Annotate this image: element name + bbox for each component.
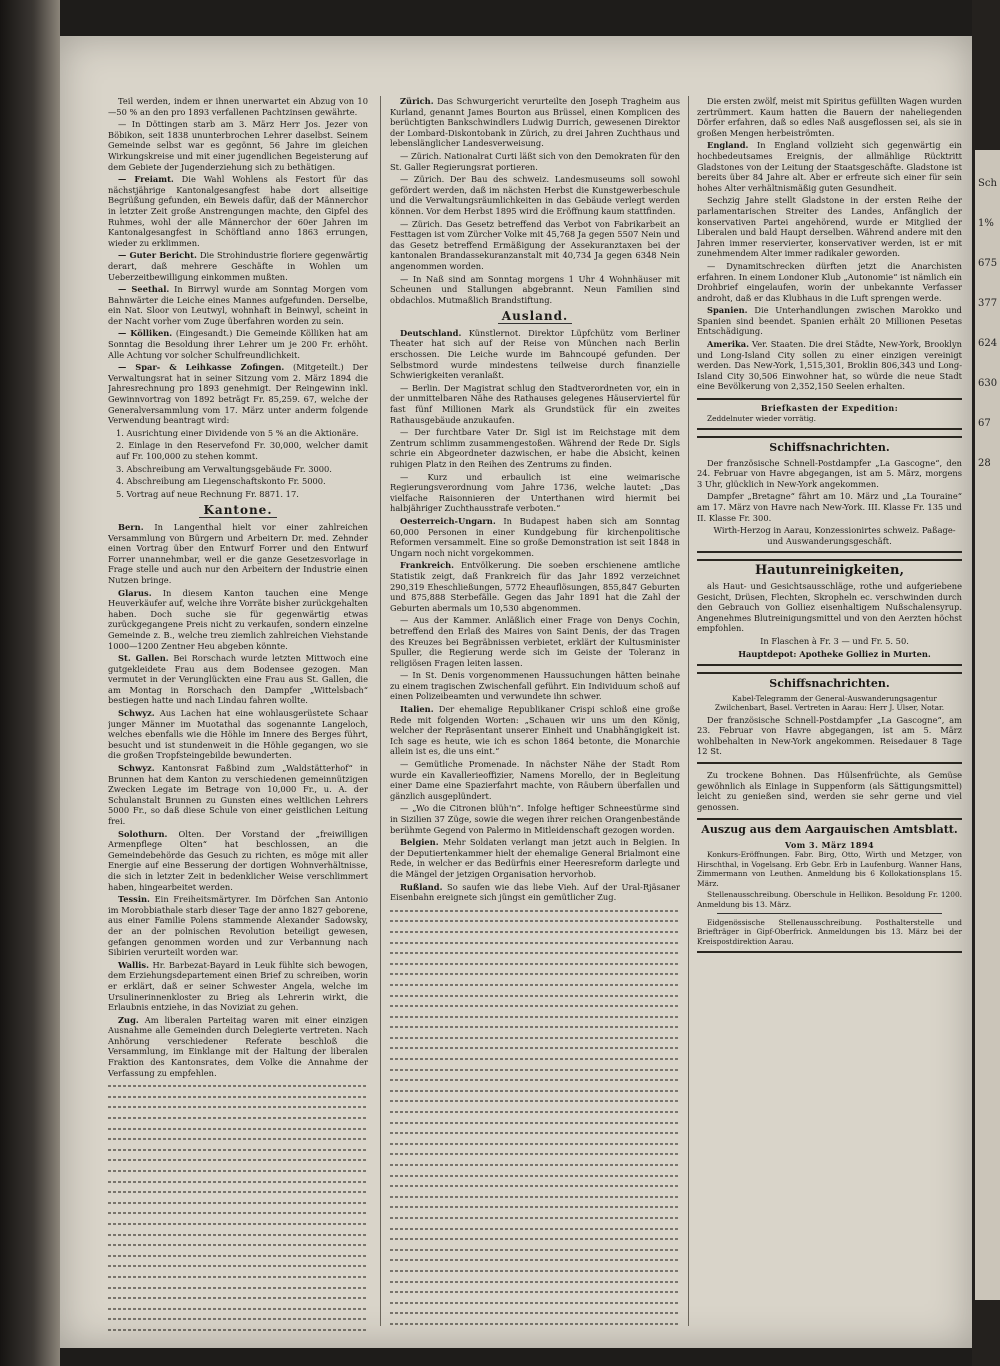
konkurs-paragraph: Konkurs-Eröffnungen. Fabr. Birg, Otto, Wirth und Metzger, von Hirschthal, in Vogelsang. Erb Gebr. Erb in Laufenburg. Wanner Hans, Zimmermann von Leuthen. Anmeldung bis 6 Kollokationsplans 15. März. xyxy=(697,850,962,888)
schiffsnachrichten-title: Schiffsnachrichten. xyxy=(769,441,890,455)
briefkasten-title: Briefkasten der Expedition: xyxy=(760,403,899,414)
spine-fragment: 630 xyxy=(978,378,998,389)
dynamit-paragraph: — Dynamitschrecken dürften jetzt die Anarchisten erfahren. In einem Londoner Klub „Autonomie“ ist nämlich ein Drohbrief eingelaufen, worin der unbekannte Verfasser androht, daß er das Klubhaus in die Luft sprengen werde. xyxy=(697,260,962,303)
italien-paragraph: Italien. Der ehemalige Republikaner Crispi schloß eine große Rede mit folgenden Worten: „Schauen wir uns um den König, welcher der Repräsentant unserer Einheit und Unabhängigkeit ist. Ich sage es heute, wie ich es schon 1864 betonte, die Monarchie allein ist es, die uns eint.“ xyxy=(390,704,680,757)
spine-fragment: 67 xyxy=(978,418,991,429)
column-left xyxy=(108,96,368,1336)
england-paragraph: England. In England vollzieht sich gegenwärtig ein hochbedeutsames Ereignis, der allmählige Rücktritt Gladstones von der Leitung der Staatsgeschäfte. Gladstone ist bereits über 84 Jahre alt. Aber er erfreute sich einer für sein hohes Alter verhältnismäßig guten Gesundheit. xyxy=(697,140,962,193)
spine-fragment: Sch xyxy=(978,178,997,189)
column-rule xyxy=(380,96,381,1326)
briefkasten-box xyxy=(697,398,962,430)
spiritus-paragraph: Die ersten zwölf, meist mit Spiritus gefüllten Wagen wurden zertrümmert. Kaum hatten die Bauern der naheliegenden Dörfer erfahren, daß so edles Naß ausgeflossen sei, als sie in großen Mengen herbeiströmten. xyxy=(697,96,962,138)
briefkasten-text: Zeddelnuter wieder vorrätig. xyxy=(707,413,817,423)
eidg-stellen-paragraph: Eidgenössische Stellenausschreibung. Posthalterstelle und Briefträger in Gipf-Oberfrick. Anmeldungen bis 13. März bei der Kreispostdirektion Aarau. xyxy=(697,917,962,946)
hautunreinigkeiten-title: Hautunreinigkeiten, xyxy=(754,563,905,579)
list-item: 5. Vortrag auf neue Rechnung Fr. 8871. 17. xyxy=(116,488,299,499)
schiffsnachrichten-box xyxy=(697,436,962,553)
koelliken-paragraph: — Kölliken. (Eingesandt.) Die Gemeinde Kölliken hat am Sonntag die Besoldung ihrer Lehrer um je 200 Fr. erhöht. Alle Achtung vor solcher Schulfreundlichkeit. xyxy=(108,328,368,360)
oesterreich-paragraph: Oesterreich-Ungarn. In Budapest haben sich am Sonntag 60,000 Personen in einer Kundgebung für kirchenpolitische Reformen versammelt. Eine so große Demonstration ist seit 1848 in Ungarn noch nicht vorgekommen. xyxy=(390,515,680,558)
freiamt-paragraph: — Freiamt. Die Wahl Wohlens als Festort für das nächstjährige Kantonalgesangfest habe dort allseitige Begrüßung gefunden, ein Beweis dafür, daß der Männerchor in letzter Zeit große Anstrengungen machte, den Gipfel des Ruhmes, wohl der alle Männerchor der 60er Jahren im Kantonalgesangfest in Schöftland anno 1863 errungen, wieder zu erklimmen. xyxy=(108,174,368,248)
hautunreinigkeiten-text: als Haut- und Gesichtsausschläge, rothe und aufgeriebene Gesicht, Drüsen, Flechten, Skropheln ec. verschwinden durch den Gebrauch von Golliez eisenhaltigem Nußschalensyrup. Angenehmes Blutreinigungsmittel und von den Aerzten höchst empfohlen. xyxy=(697,580,962,634)
schiffsnachrichten-box-2 xyxy=(697,672,962,764)
section-title-ausland: Ausland. xyxy=(390,311,680,322)
amtsblatt-box xyxy=(697,818,962,953)
zuerich-paragraph: Zürich. Das Schwurgericht verurteilte den Joseph Tragheim aus Kurland, genannt James Bourton aus Brüssel, einen Komplicen des berüchtigten Bankschwindlers Ludwig Durrich, gewesenen Direktor der Lombard-Diskontobank in Zürich, zu drei Jahren Zuchthaus und lebenslänglicher Landesverweisung. xyxy=(390,96,680,149)
gascogne-paragraph: Der französische Schnell-Postdampfer „La Gascogne“, den 24. Februar von Havre abgegangen, ist am 5. März, morgens 3 Uhr, glücklich in New-York angekommen. xyxy=(697,457,962,489)
wirth-herzog-line: Wirth-Herzog in Aarau, Konzessionirtes schweiz. Paßage- und Auswanderungsgeschäft. xyxy=(713,525,956,546)
solothurn-paragraph: Solothurn. Olten. Der Vorstand der „freiwilligen Armenpflege Olten“ hat beschlossen, an die Gemeindebehörde das Gesuch zu richten, es möge mit aller Energie auf eine Besserung der dortigen Wohnverhältnisse, die sich in letzter Zeit in bedenklicher Weise verschlimmert haben, hingearbeitet werden. xyxy=(108,828,368,892)
russland-paragraph: Rußland. So saufen wie das liebe Vieh. Auf der Ural-Rjäsaner Eisenbahn ereignete sich jüngst ein gemütlicher Zug. xyxy=(390,881,680,903)
schwyz-paragraph: Schwyz. Aus Lachen hat eine wohlausgerüstete Schaar junger Männer im Muotathal das sogenannte Langeloch, welches ebenfalls wie die Höhle im Innere des Berges führt, besucht und ist stundenweit in die Höhle gegangen, wo sie die großen Tropfsteingebilde bewunderten. xyxy=(108,708,368,761)
nass-paragraph: — In Naß sind am Sonntag morgens 1 Uhr 4 Wohnhäuser mit Scheunen und Stallungen abgebrannt. Neun Familien sind obdachlos. Mutmaßlich Brandstiftung. xyxy=(390,273,680,305)
hautunreinigkeiten-price: In Flaschen à Fr. 3 — und Fr. 5. 50. xyxy=(760,635,909,646)
doettingen-paragraph: — In Döttingen starb am 3. März Herr Jos. Jezer von Böbikon, seit 1838 ununterbrochen Lehrer daselbst. Seinem Gemeinde selbst war es gegönnt, 56 Jahre im gleichen Wirkungskreise und mit einer jugendlichen Begeisterung auf dem Gebiete der Jugenderziehung sich zu bethätigen. xyxy=(108,119,368,172)
newspaper-page xyxy=(60,36,972,1348)
tessin-paragraph: Tessin. Ein Freiheitsmärtyrer. Im Dörfchen San Antonio im Morobbiathale starb dieser Tage der anno 1827 geborene, aus einer Familie Polens stammende Alexander Sadowsky, der an der polnischen Revolution beteiligt gewesen, gefangen genommen worden und zur Verbannung nach Sibirien verurteilt worden war. xyxy=(108,894,368,958)
glarus-paragraph: Glarus. In diesem Kanton tauchen eine Menge Heuverkäufer auf, welche ihre Vorräte bisher zurückgehalten haben. Doch suche sie für gegenwärtig etwas zurückgegangene Preis nicht zu verkaufen, sondern einzelne Gemeinde z. B., welche treu ziemlich zahlreichen Viehstande 1000—1200 Zentner Heu abgeben könnte. xyxy=(108,587,368,651)
spar-leihkasse-paragraph: — Spar- & Leihkasse Zofingen. (Mitgeteilt.) Der Verwaltungsrat hat in seiner Sitzung vom 2. März 1894 die Jahresrechnung pro 1893 genehmigt. Der Reingewinn inkl. Gewinnvortrag von 1892 beträgt Fr. 85,259. 67, welche der Generalversammlung vom 17. März unter anderm folgende Verwendung beantragt wird: xyxy=(108,362,368,426)
stdenis-paragraph: — In St. Denis vorgenommenen Haussuchungen hätten beinahe zu einem tragischen Zwischenfall geführt. Ein Individuum schoß auf einen Polizeibeamten und verwundete ihn schwer. xyxy=(390,670,680,702)
fabrikarbeit-paragraph: — Zürich. Das Gesetz betreffend das Verbot von Fabrikarbeit an Festtagen ist vom Zürcher Volke mit 45,768 Ja gegen 5507 Nein und das Gesetz betreffend Ermäßigung der Assekuranztaxen bei der kantonalen Brandassekuranzanstalt mit 40,734 Ja gegen 6348 Nein angenommen worden. xyxy=(390,218,680,271)
spine-fragment: 624 xyxy=(978,338,998,349)
section-title-kantone: Kantone. xyxy=(108,505,368,516)
kabel-paragraph: Der französische Schnell-Postdampfer „La Gascogne“, am 23. Februar von Havre abgegangen, ist am 5. März wohlbehalten in New-York angekommen. Reisedauer 8 Tage 12 St. xyxy=(697,714,962,757)
bretagne-paragraph: Dampfer „Bretagne“ fährt am 10. März und „La Touraine“ am 17. März von Havre nach New-York. III. Klasse Fr. 135 und II. Klasse Fr. 300. xyxy=(697,491,962,523)
column-middle xyxy=(390,96,680,1336)
frankreich-paragraph: Frankreich. Entvölkerung. Die soeben erschienene amtliche Statistik zeigt, daß Frankreich für das Jahr 1892 verzeichnet 290,319 Eheschließungen, 5772 Eheauflösungen, 855,847 Geburten und 875,888 Sterbefälle. Gegen das Jahr 1891 hat die Zahl der Geburten abermals um 10,530 abgenommen. xyxy=(390,560,680,613)
spanien-paragraph: Spanien. Die Unterhandlungen zwischen Marokko und Spanien sind beendet. Spanien erhält 20 Millionen Pesetas Entschädigung. xyxy=(697,305,962,337)
amtsblatt-title: Auszug aus dem Aargauischen Amtsblatt. xyxy=(701,823,958,837)
zug-paragraph: Zug. Am liberalen Parteitag waren mit einer einzigen Ausnahme alle Gemeinden durch Delegierte vertreten. Nach Anhörung verschiedener Referate beschloß die Versammlung, im Einklange mit der Haltung der liberalen Fraktion des Kantonsrates, dem Volke die Annahme der Verfassung zu empfehlen. xyxy=(108,1014,368,1078)
schwyz-legat-paragraph: Schwyz. Kantonsrat Faßbind zum „Waldstätterhof“ in Brunnen hat dem Kanton zu verschiedenen gemeinnützigen Zwecken Legate im Betrage von 10,000 Fr., u. A. der Schulanstalt Brunnen zu Gunsten eines weltlichen Lehrers 5000 Fr., so daß diese Schule von einer geistlichen Leitung frei. xyxy=(108,763,368,826)
list-item: 2. Einlage in den Reservefond Fr. 30,000, welcher damit auf Fr. 100,000 zu stehen kommt. xyxy=(116,440,368,461)
column-right xyxy=(697,96,962,1336)
hautunreinigkeiten-depot: Hauptdepot: Apotheke Golliez in Murten. xyxy=(738,648,931,659)
hautunreinigkeiten-ad xyxy=(697,559,962,666)
spar-items-list xyxy=(108,428,368,500)
gladstone-paragraph: Sechzig Jahre stellt Gladstone in der ersten Reihe der parlamentarischen Streiter des Landes, Anfänglich der konservativen Partei angehörend, wurde er Mitglied der Liberalen und bald Haupt derselben. Während andere mit den Jahren immer reservierter, konservativer werden, ist er mit zunehmendem Alter immer radikaler geworden. xyxy=(697,195,962,259)
stellen-paragraph: Stellenausschreibung. Oberschule in Hellikon. Besoldung Fr. 1200. Anmeldung bis 13. März. xyxy=(697,890,962,909)
list-item: 1. Ausrichtung einer Dividende von 5 % an die Aktionäre. xyxy=(116,427,359,438)
amtsblatt-date: Vom 3. März 1894 xyxy=(784,839,875,850)
seethal-paragraph: — Seethal. In Birrwyl wurde am Sonntag Morgen vom Bahnwärter die Leiche eines Mannes aufgefunden. Derselbe, ein Nat. Sloor von Leutwyl, wohnhaft in Beinwyl, scheint in der Nacht vorher vom Zuge überfahren worden zu sein. xyxy=(108,284,368,326)
stgallen-paragraph: St. Gallen. Bei Rorschach wurde letzten Mittwoch eine gutgekleidete Frau aus dem Bodensee gezogen. Man vermutet in der Verunglückten eine Frau aus St. Gallen, die am Montag in Rorschach den Dampfer „Wittelsbach“ bestiegen hatte und nach Lindau fahren wollte. xyxy=(108,653,368,706)
berlin-paragraph: — Berlin. Der Magistrat schlug den Stadtverordneten vor, ein in der unmittelbaren Nähe des Rathauses gelegenes Häuserviertel für fast fünf Millionen Mark als Grundstück für ein zweites Rathausgebäude anzukaufen. xyxy=(390,382,680,425)
kurz-erbaulich-paragraph: — Kurz und erbaulich ist eine weimarische Regierungsverordnung vom Jahre 1736, welche lautet: „Das vielfache Raisonnieren der Unterthanen wird hiermit bei halbjähriger Zuchthausstrafe verboten.“ xyxy=(390,471,680,514)
amerika-paragraph: Amerika. Ver. Staaten. Die drei Städte, New-York, Brooklyn und Long-Island City sollen zu einer einzigen vereinigt werden. Das New-York, 1,515,301, Broklin 806,343 und Long-Island City 30,506 Einwohner hat, so würde die neue Stadt eine Bevölkerung von 2,352,150 Seelen erhalten. xyxy=(697,339,962,392)
text-filler xyxy=(390,905,680,1329)
spine-fragment: 377 xyxy=(978,298,998,309)
spine-fragment: 1% xyxy=(978,218,994,229)
kabel-line: Kabel-Telegramm der General-Auswanderungsagentur Zwilchenbart, Basel. Vertreten in Aarau: Herr J. Ulser, Notar. xyxy=(714,693,945,713)
list-item: 4. Abschreibung am Liegenschaftskonto Fr. 5000. xyxy=(116,476,326,487)
wallis-paragraph: Wallis. Hr. Barbezat-Bayard in Leuk fühlte sich bewogen, dem Erziehungsdepartement einen Brief zu schreiben, worin er erklärt, daß er seiner Schwester Angela, welche im Ursulinerinnenkloster zu Brieg als Lehrerin wirkt, die Erlaubnis entziehe, in das Noviziat zu gehen. xyxy=(108,959,368,1013)
bern-paragraph: Bern. In Langenthal hielt vor einer zahlreichen Versammlung von Bürgern und Arbeitern Dr. med. Zehnder einen Vortrag über den Entwurf Forrer und den Entwurf Forrer unannehmbar, weil er die ganze Gesetzesvorlage in Frage stelle und auch nur den Arbeitern der Industrie einen Nutzen bringe. xyxy=(108,521,368,585)
schiffsnachrichten-title-2: Schiffsnachrichten. xyxy=(769,677,890,691)
kammer-paragraph: — Aus der Kammer. Anläßlich einer Frage von Denys Cochin, betreffend den Erlaß des Maires von Saint Denis, der das Tragen des Kreuzes bei Begräbnissen verbietet, erklärt der Kultusminister Spuller, die Regierung werde sich im Geiste der Toleranz in religiösen Fragen leiten lassen. xyxy=(390,615,680,668)
list-item: 3. Abschreibung am Verwaltungsgebäude Fr. 3000. xyxy=(116,463,332,474)
spine-fragment: 28 xyxy=(978,458,991,469)
adjacent-page-edge xyxy=(975,150,1000,1300)
landesmuseum-paragraph: — Zürich. Der Bau des schweiz. Landesmuseums soll sowohl gefördert werden, daß im nächsten Herbst die Kunstgewerbeschule und die Verwaltungsräumlichkeiten in das Gebäude verlegt werden können. Vor dem Herbst 1895 wird die Eröffnung kaum stattfinden. xyxy=(390,174,680,216)
column-rule xyxy=(688,96,689,1326)
deutschland-paragraph: Deutschland. Künstlernot. Direktor Lüpfchütz vom Berliner Theater hat sich auf der Reise von München nach Berlin erschossen. Die Leiche wurde im Bahncoupé gefunden. Der Selbstmord wurde mindestens teilweise durch finanzielle Schwierigkeiten veranlaßt. xyxy=(390,327,680,381)
bohnen-paragraph: Zu trockene Bohnen. Das Hülsenfrüchte, als Gemüse gewöhnlich als Einlage in Suppenform (als Sättigungsmittel) leicht zu genießen sind, werden sie sehr gerne und viel genossen. xyxy=(697,769,962,812)
promenade-paragraph: — Gemütliche Promenade. In nächster Nähe der Stadt Rom wurde ein Kavallerieoffizier, Namens Morello, der in Begleitung einer Dame eine Spazierfahrt machte, von Räubern überfallen und gänzlich ausgeplündert. xyxy=(390,759,680,801)
citronen-paragraph: — „Wo die Citronen blüh'n“. Infolge heftiger Schneestürme sind in Sizilien 37 Züge, sowie die wegen ihrer reichen Orangenbestände berühmte Gegend von Palermo in Mitleidenschaft gezogen worden. xyxy=(390,803,680,835)
page-shadow-left xyxy=(0,0,60,1366)
divider xyxy=(717,913,942,914)
zuerich-curti-paragraph: — Zürich. Nationalrat Curti läßt sich von den Demokraten für den St. Galler Regierungsrat portieren. xyxy=(390,150,680,172)
sigl-paragraph: — Der furchtbare Vater Dr. Sigl ist im Reichstage mit dem Zentrum schlimm zusammengestoßen. Während der Rede Dr. Sigls schrie ein Abgeordneter dazwischen, er habe die Absicht, keinen ruhigen Platz in den Reihen des Zentrums zu finden. xyxy=(390,427,680,469)
spine-fragment: 675 xyxy=(978,258,998,269)
guter-bericht-paragraph: — Guter Bericht. Die Strohindustrie floriere gegenwärtig derart, daß mehrere Geschäfte in Wohlen um Ueberzeitbewilligung einkommen mußten. xyxy=(108,250,368,282)
text-filler xyxy=(108,1080,368,1336)
belgien-paragraph: Belgien. Mehr Soldaten verlangt man jetzt auch in Belgien. In der Deputiertenkammer hielt der ehemalige General Brialmont eine Rede, in welcher er das Bedürfnis einer Heeresreform darlegte und die Mängel der jetzigen Organisation hervorhob. xyxy=(390,837,680,879)
intro-paragraph: Teil werden, indem er ihnen unerwartet ein Abzug von 10—50 % an den pro 1893 verfallenen Pachtzinsen gewährte. xyxy=(108,96,368,117)
